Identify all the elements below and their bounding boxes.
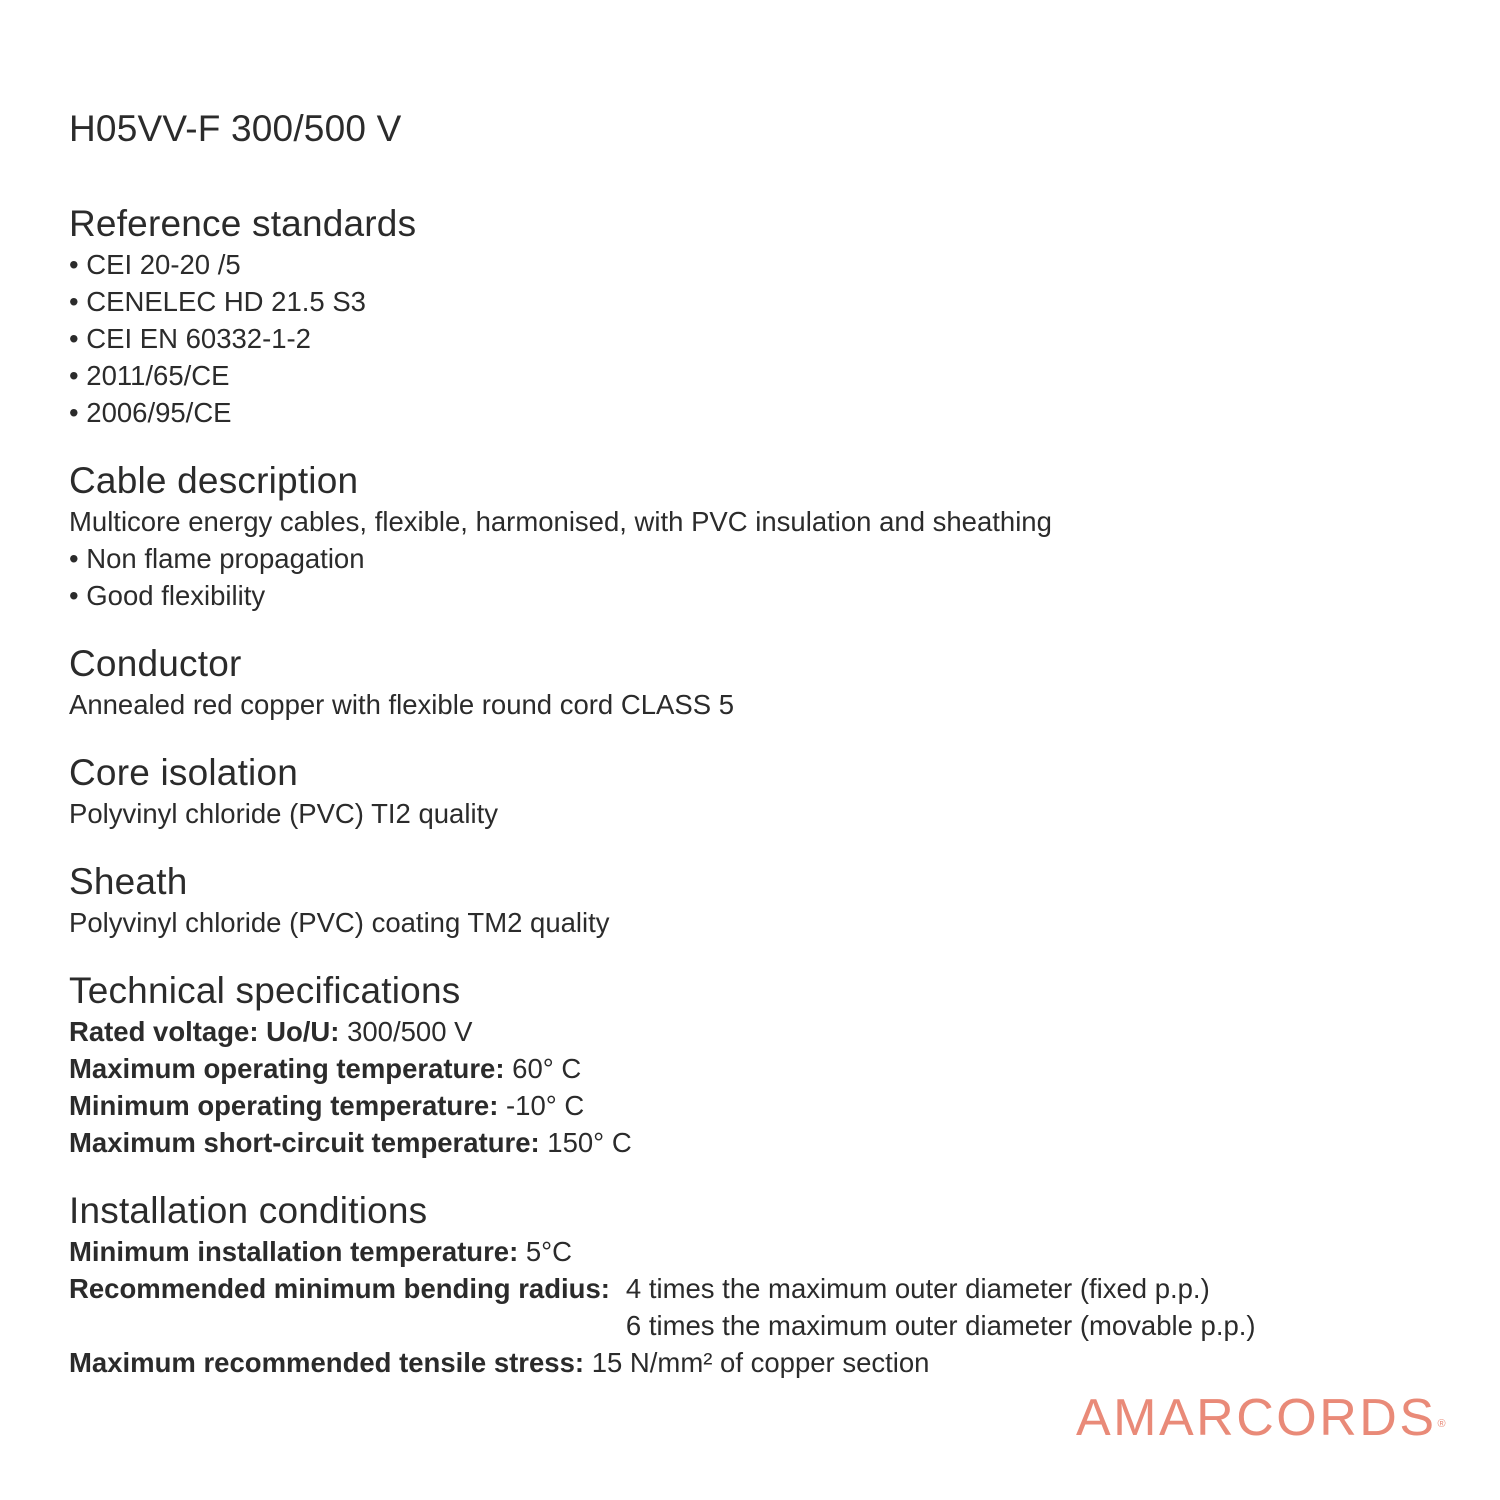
spec-label: Maximum recommended tensile stress: [69, 1347, 585, 1378]
technical-specifications-heading: Technical specifications [69, 970, 461, 1011]
tensile-stress-row [69, 1344, 1449, 1381]
standard-item: • CENELEC HD 21.5 S3 [69, 283, 1449, 320]
spec-label: Minimum installation temperature: [69, 1236, 519, 1267]
conductor-section [69, 642, 1449, 723]
spec-value: 5°C [525, 1236, 573, 1267]
spec-value: 6 times the maximum outer diameter (movable p.p.) [625, 1310, 1256, 1341]
min-install-temp-row [69, 1233, 1449, 1270]
reference-standards-heading: Reference standards [69, 203, 417, 244]
reference-standards-section [69, 202, 1449, 431]
feature-item: • Non flame propagation [69, 540, 1449, 577]
bending-radius-values [610, 1270, 1256, 1344]
registered-mark: ® [1437, 1418, 1446, 1430]
brand-logo [1076, 1390, 1446, 1446]
feature-item: • Good flexibility [69, 577, 1449, 614]
conductor-text: Annealed red copper with flexible round cord CLASS 5 [69, 689, 734, 720]
sheath-heading: Sheath [69, 861, 188, 902]
spec-value: 60° C [512, 1053, 582, 1084]
spec-row [69, 1013, 1449, 1050]
spec-label: Maximum operating temperature: [69, 1053, 505, 1084]
product-title: H05VV-F 300/500 V [69, 108, 402, 149]
spec-value: 300/500 V [347, 1016, 473, 1047]
spec-value: -10° C [506, 1090, 585, 1121]
spec-value: 150° C [547, 1127, 632, 1158]
cable-description-heading: Cable description [69, 460, 359, 501]
spec-label: Recommended minimum bending radius: [69, 1273, 610, 1304]
spec-value: 4 times the maximum outer diameter (fixed p.p.) [625, 1273, 1210, 1304]
technical-specifications-section [69, 969, 1449, 1161]
spec-label: Rated voltage: Uo/U: [69, 1016, 340, 1047]
installation-conditions-heading: Installation conditions [69, 1190, 428, 1231]
spec-row [69, 1124, 1449, 1161]
spec-label: Minimum operating temperature: [69, 1090, 499, 1121]
bending-radius-row [69, 1270, 1449, 1344]
installation-conditions-section [69, 1189, 1449, 1381]
standard-item: • 2006/95/CE [69, 394, 1449, 431]
standard-item: • CEI 20-20 /5 [69, 246, 1449, 283]
spec-row [69, 1050, 1449, 1087]
standard-item: • CEI EN 60332-1-2 [69, 320, 1449, 357]
sheath-text: Polyvinyl chloride (PVC) coating TM2 quality [69, 907, 610, 938]
spec-row [69, 1087, 1449, 1124]
standard-item: • 2011/65/CE [69, 357, 1449, 394]
conductor-heading: Conductor [69, 643, 242, 684]
cable-description-text: Multicore energy cables, flexible, harmonised, with PVC insulation and sheathing [69, 506, 1052, 537]
sheath-section [69, 860, 1449, 941]
core-isolation-text: Polyvinyl chloride (PVC) TI2 quality [69, 798, 498, 829]
cable-description-section [69, 459, 1449, 614]
spec-value: 15 N/mm² of copper section [591, 1347, 930, 1378]
datasheet-content [69, 106, 1449, 1409]
brand-logo-text: AMARCORDS [1076, 1389, 1437, 1447]
core-isolation-section [69, 751, 1449, 832]
spec-label: Maximum short-circuit temperature: [69, 1127, 540, 1158]
core-isolation-heading: Core isolation [69, 752, 299, 793]
